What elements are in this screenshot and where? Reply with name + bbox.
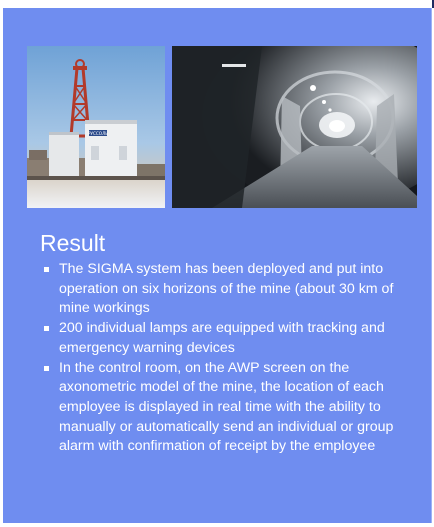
mine-headframe-photo xyxy=(27,46,165,208)
result-title: Result xyxy=(40,230,106,256)
result-bullet-item xyxy=(44,359,399,458)
bullet-square-icon xyxy=(44,366,49,371)
result-bullet-item xyxy=(44,260,399,319)
result-bullet-text: In the control room, on the AWP screen on the axonometric model of the mine, the location of each employee is displayed in real time with the ability to manually or automatically send an individual or group alarm with confirmation of receipt by the employee xyxy=(59,359,394,455)
bullet-square-icon xyxy=(44,267,49,272)
mine-tunnel-photo xyxy=(172,46,417,208)
bullet-square-icon xyxy=(44,326,49,331)
tower-sign-text: РУССОЛЬ xyxy=(87,131,109,136)
result-bullet-list xyxy=(44,260,399,457)
result-bullet-text: The SIGMA system has been deployed and put into operation on six horizons of the mine (about 30 km of mine workings xyxy=(59,261,394,317)
result-bullet-item xyxy=(44,319,399,358)
top-strip xyxy=(0,0,434,8)
result-bullet-text: 200 individual lamps are equipped with tracking and emergency warning devices xyxy=(59,320,385,356)
